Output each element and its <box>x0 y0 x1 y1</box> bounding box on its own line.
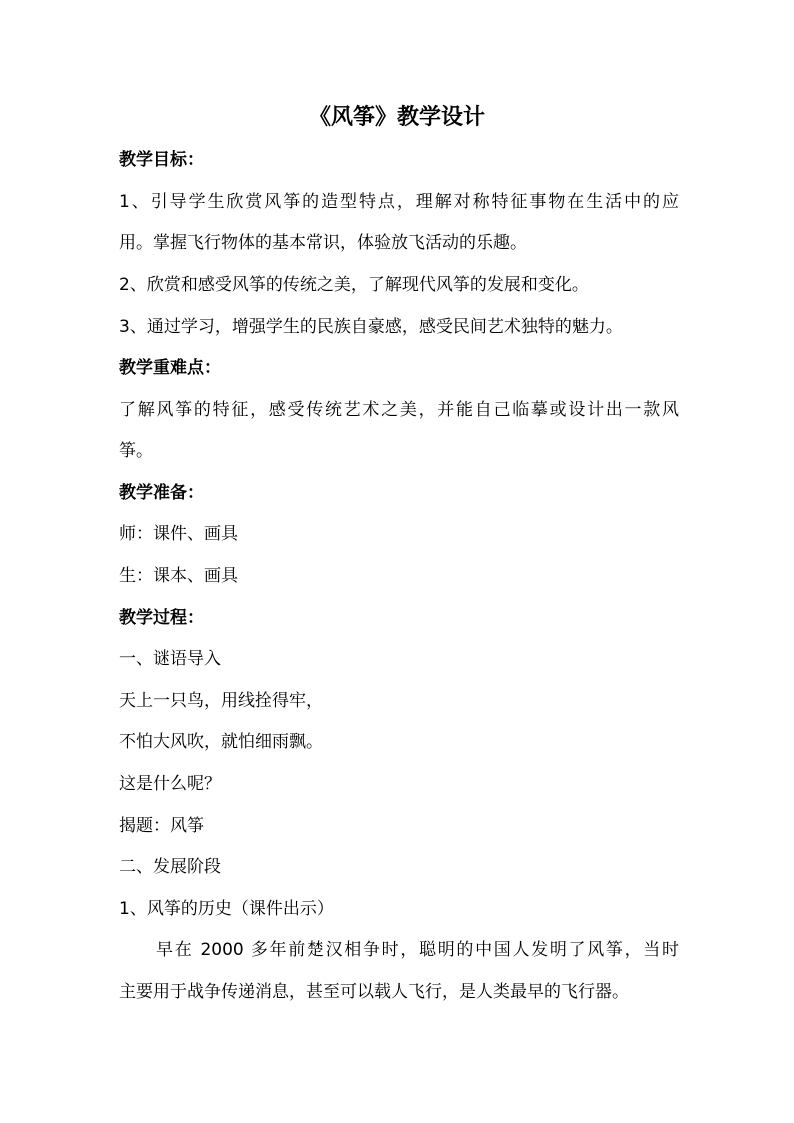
objective-2: 2、欣赏和感受风筝的传统之美，了解现代风筝的发展和变化。 <box>119 275 589 295</box>
objective-1-line-1: 1、引导学生欣赏风筝的造型特点，理解对称特征事物在生活中的应 <box>119 192 679 212</box>
objectives-heading: 教学目标： <box>119 150 204 170</box>
objective-1-line-2: 用。掌握飞行物体的基本常识，体验放飞活动的乐趣。 <box>119 233 527 253</box>
reveal-topic: 揭题：风筝 <box>119 816 204 836</box>
preparation-teacher: 师：课件、画具 <box>119 524 238 544</box>
riddle-line-1: 天上一只鸟，用线拴得牢， <box>119 691 323 711</box>
document-title: 《风筝》教学设计 <box>308 105 485 130</box>
history-line-1: 早在 2000 多年前楚汉相争时，聪明的中国人发明了风筝，当时 <box>156 940 679 960</box>
key-points-line-1: 了解风筝的特征，感受传统艺术之美，并能自己临摹或设计出一款风 <box>119 400 679 420</box>
key-points-line-2: 筝。 <box>119 441 153 461</box>
history-line-2: 主要用于战争传递消息，甚至可以载人飞行，是人类最早的飞行器。 <box>119 982 629 1002</box>
riddle-question: 这是什么呢？ <box>119 774 221 794</box>
history-heading: 1、风筝的历史（课件出示） <box>119 899 334 919</box>
process-heading: 教学过程： <box>119 608 204 628</box>
step-2-heading: 二、发展阶段 <box>119 857 221 877</box>
step-1-heading: 一、谜语导入 <box>119 649 221 669</box>
preparation-student: 生：课本、画具 <box>119 566 238 586</box>
preparation-heading: 教学准备： <box>119 483 204 503</box>
objective-3: 3、通过学习，增强学生的民族自豪感，感受民间艺术独特的魅力。 <box>119 317 623 337</box>
key-points-heading: 教学重难点： <box>119 358 221 378</box>
riddle-line-2: 不怕大风吹，就怕细雨飘。 <box>119 732 323 752</box>
